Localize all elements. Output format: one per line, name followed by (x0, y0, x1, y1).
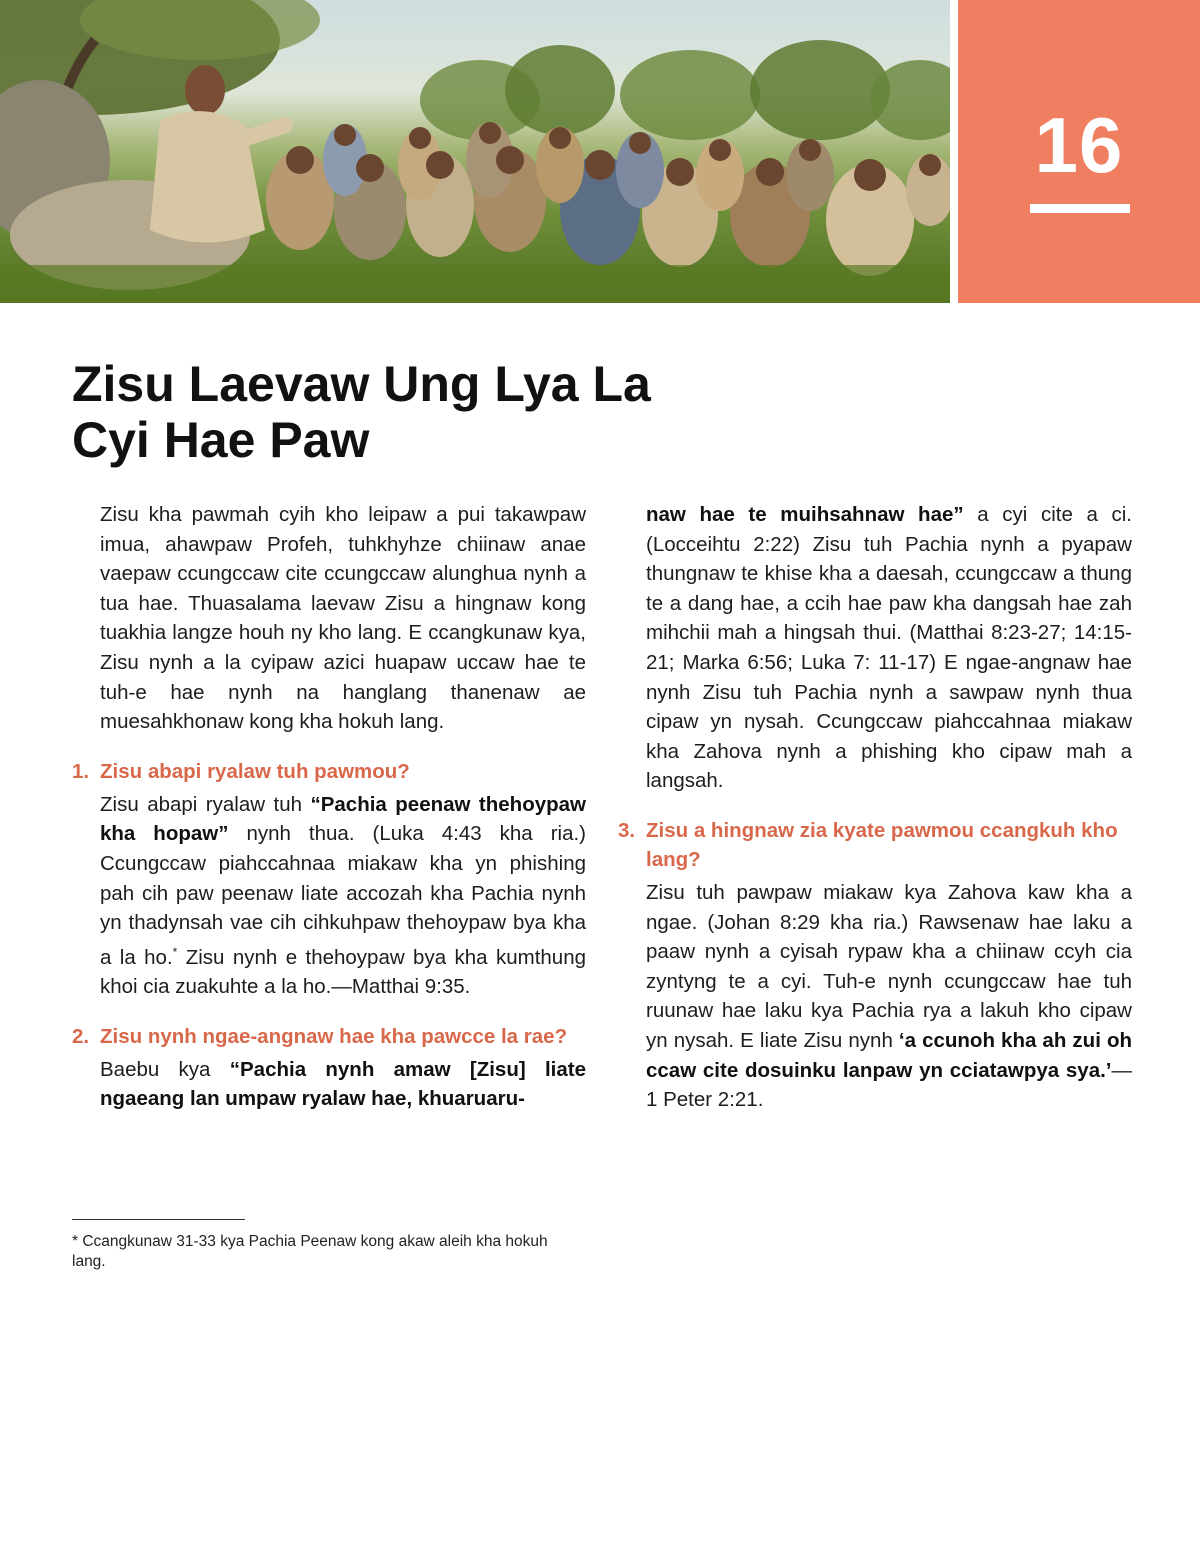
question-1-text: Zisu abapi ryalaw tuh pawmou? (100, 759, 410, 783)
right-column (618, 500, 1132, 1115)
question-1-heading (72, 757, 586, 786)
header-illustration (0, 0, 950, 303)
q1-text-d: Zisu nynh e thehoypaw bya kha kumthung khoi cia zuakuhte a la ho.—Matthai 9:35. (100, 945, 586, 999)
q1-quote: “Pachia peenaw thehoypaw kha hopaw” (100, 792, 586, 846)
page-title-line1: Zisu Laevaw Ung Lya La (72, 356, 651, 412)
footnote-marker[interactable]: * (172, 944, 178, 959)
q2-text-c: a cyi cite a ci. (Locceihtu 2:22) Zisu tuh Pachia nynh a pyapaw thungnaw te khise kha a daesah, ccungccaw a thung te a dang hae, a ccih hae paw kha dangsah hae zah mihchii mah a hingsah thui. (Matthai 8:23-27; 14:15-21; Marka 6:56; Luka 7: 11-17) E ngae-angnaw hae nynh Zisu tuh Pachia nynh a sawpaw nynh thua cipaw yn nysah. Ccungccaw piahccahnaa miakaw kha Zahova nynh a phishing kho cipaw mah a langsah. (646, 503, 1132, 793)
lesson-number-tab (958, 0, 1200, 303)
footnote: * Ccangkunaw 31-33 kya Pachia Peenaw kong akaw aleih kha hokuh lang. (72, 1233, 548, 1270)
question-3-number: 3. (618, 818, 636, 842)
q3-text-c: —1 Peter 2:21. (646, 1058, 1132, 1112)
q1-text-c: nynh thua. (Luka 4:43 kha ria.) Ccungccaw piahccahnaa miakaw kha yn phishing pah cih paw peenaw liate accozah kha Pachia nynh yn thadynsah vae cih cihkuhpaw thehoypaw bya kha a la ho. (100, 822, 586, 969)
page-title (72, 356, 772, 468)
question-2-text: Zisu nynh ngae-angnaw hae kha pawcce la rae? (100, 1024, 568, 1048)
question-1-number: 1. (72, 759, 90, 783)
question-3-heading (618, 816, 1132, 874)
question-2-heading (72, 1022, 586, 1051)
q2-quote-start: “Pachia nynh amaw [Zisu] liate ngaeang lan umpaw ryalaw hae, khuaruaru- (100, 1057, 586, 1111)
q3-text-a: Zisu tuh pawpaw miakaw kya Zahova kaw kha a ngae. (Johan 8:29 kha ria.) Rawsenaw hae laku a paaw nynh a cyisah rypaw kha a chiinaw ccyh cia zyntyng te a cyi. Tuh-e nynh ccungccaw hae tuh ruunaw hae laku kya Pachia rya a lakuh kho cipaw yn nysah. E liate Zisu nynh (646, 880, 1132, 1052)
lesson-number-underline (1030, 204, 1130, 213)
q3-quote: ‘a ccunoh kha ah zui oh ccaw cite dosuinku lanpaw yn cciatawpya sya.’ (646, 1028, 1133, 1082)
question-2-paragraph-start (72, 1055, 586, 1114)
q2-quote-end: naw hae te muihsahnaw hae” (646, 503, 964, 526)
question-1-paragraph (72, 790, 586, 1002)
question-2-number: 2. (72, 1024, 90, 1048)
intro-paragraph: Zisu kha pawmah cyih kho leipaw a pui takawpaw imua, ahawpaw Profeh, tuhkhyhze chiinaw anae vaepaw ccungccaw cite ccungccaw alunghua nynh a tua hae. Thuasalama laevaw Zisu a hingnaw kong tuakhia langze houh ny kho lang. E ccangkunaw kya, Zisu nynh a la cyipaw azici huapaw uccaw hae te tuh-e hae nynh na hanglang thanenaw ae muesahkhonaw kong kha hokuh lang. (100, 503, 586, 734)
jesus-teaching-crowd-image (0, 0, 950, 303)
footnote-divider (72, 1219, 245, 1220)
q1-text-a: Zisu abapi ryalaw tuh (100, 792, 311, 816)
left-column (72, 500, 586, 1114)
question-3-text: Zisu a hingnaw zia kyate pawmou ccangkuh kho lang? (646, 818, 1118, 871)
q2-text-a: Baebu kya (100, 1057, 230, 1081)
lesson-number: 16 (1034, 101, 1124, 189)
page-title-line2: Cyi Hae Paw (72, 412, 370, 468)
question-2-paragraph-continued (618, 500, 1132, 796)
question-3-paragraph (618, 878, 1132, 1115)
